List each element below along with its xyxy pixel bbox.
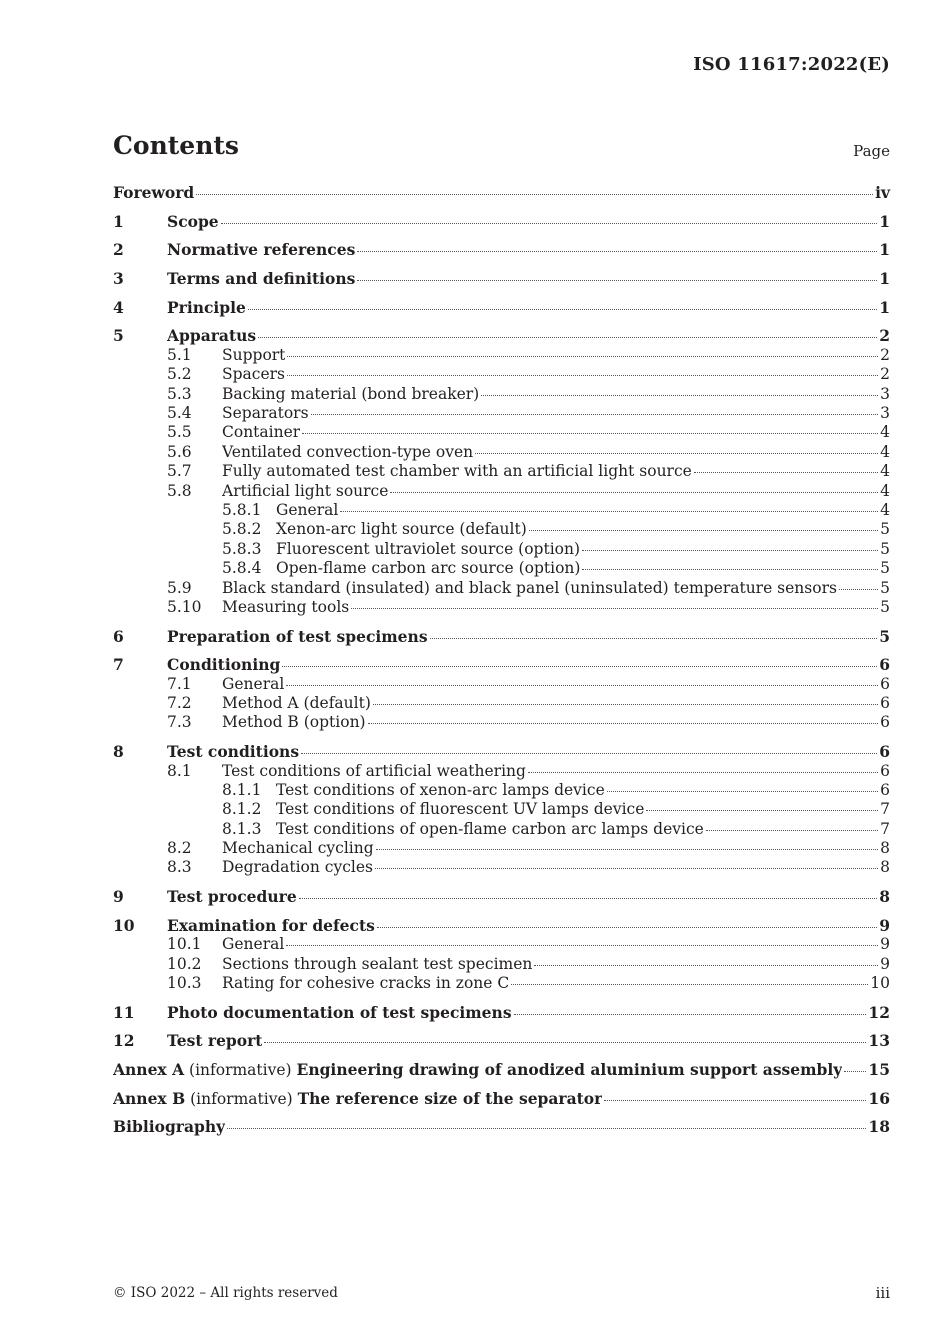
toc-entry[interactable] xyxy=(113,839,890,858)
toc-entry-title: Backing material (bond breaker) xyxy=(222,384,480,403)
toc-entry[interactable] xyxy=(113,501,890,520)
dot-leader xyxy=(301,753,877,754)
toc-entry[interactable] xyxy=(113,298,890,317)
dot-leader xyxy=(286,685,878,686)
toc-entry-title: Test conditions of fluorescent UV lamps device xyxy=(276,800,645,819)
toc-entry-page: 7 xyxy=(880,800,890,819)
toc-entry-title: Preparation of test specimens xyxy=(167,626,428,646)
toc-entry-title: Test conditions of open-flame carbon arc lamps device xyxy=(276,819,704,838)
toc-entry-page: 1 xyxy=(879,240,890,260)
dot-leader xyxy=(196,194,873,195)
toc-entry-page: 5 xyxy=(880,597,890,616)
toc-entry[interactable] xyxy=(113,887,890,906)
toc-entry-number: 5.10 xyxy=(167,597,202,616)
toc-entry-page: 5 xyxy=(880,520,890,539)
dot-leader xyxy=(430,638,878,639)
toc-entry-number: 7.3 xyxy=(167,713,192,732)
toc-entry-title: Xenon-arc light source (default) xyxy=(276,520,527,539)
toc-entry[interactable] xyxy=(113,627,890,646)
toc-entry[interactable] xyxy=(113,365,890,384)
dot-leader xyxy=(607,791,878,792)
toc-entry-title: Fully automated test chamber with an artificial light source xyxy=(222,462,692,481)
toc-entry-title: Method A (default) xyxy=(222,694,371,713)
toc-entry-number: 5 xyxy=(113,326,124,346)
dot-leader xyxy=(299,898,878,899)
toc-entry-page: 5 xyxy=(880,559,890,578)
toc-entry[interactable] xyxy=(113,1089,890,1108)
toc-entry-title: Bibliography xyxy=(113,1117,226,1137)
toc-entry[interactable] xyxy=(113,443,890,462)
toc-entry[interactable] xyxy=(113,762,890,781)
toc-entry-page: 4 xyxy=(880,423,890,442)
dot-leader xyxy=(264,1042,866,1043)
toc-entry-page: 8 xyxy=(879,887,890,907)
toc-entry-page: 6 xyxy=(880,694,890,713)
toc-entry-page: iv xyxy=(875,183,890,202)
annex-title: Engineering drawing of anodized aluminium support assembly xyxy=(296,1060,843,1080)
toc-entry-page: 4 xyxy=(880,442,890,461)
toc-entry-page: 2 xyxy=(879,326,890,346)
dot-leader xyxy=(340,511,878,512)
toc-entry-title: Open-flame carbon arc source (option) xyxy=(276,559,581,578)
toc-entry-number: 10.1 xyxy=(167,935,202,954)
toc-entry-title: Black standard (insulated) and black panel (uninsulated) temperature sensors xyxy=(222,578,837,597)
toc-entry-page: 5 xyxy=(879,626,890,646)
toc-entry[interactable] xyxy=(113,269,890,288)
toc-entry-page: 5 xyxy=(880,578,890,597)
toc-entry[interactable] xyxy=(113,713,890,732)
toc-entry[interactable] xyxy=(113,974,890,993)
dot-leader xyxy=(839,589,878,590)
toc-entry-number: 9 xyxy=(113,887,124,907)
toc-entry-title: Measuring tools xyxy=(222,597,350,616)
dot-leader xyxy=(311,414,879,415)
dot-leader xyxy=(227,1128,866,1129)
toc-entry-page: 5 xyxy=(880,539,890,558)
toc-entry-page: 1 xyxy=(879,211,890,231)
toc-entry-title: Test conditions of artificial weathering xyxy=(222,761,526,780)
dot-leader xyxy=(302,433,878,434)
toc-entry-page: 6 xyxy=(879,655,890,675)
toc-entry-title: Photo documentation of test specimens xyxy=(167,1002,512,1022)
dot-leader xyxy=(694,472,878,473)
page-number: iii xyxy=(875,1284,890,1302)
toc-entry[interactable] xyxy=(113,800,890,819)
toc-entry-title: Test conditions of xenon-arc lamps device xyxy=(276,780,605,799)
toc-entry-title: General xyxy=(222,674,285,693)
toc-entry-title: Mechanical cycling xyxy=(222,839,374,858)
dot-leader xyxy=(351,608,878,609)
toc-entry-page: 3 xyxy=(880,384,890,403)
annex-label: Annex B xyxy=(113,1088,186,1108)
toc-entry-number: 6 xyxy=(113,626,124,646)
toc-entry[interactable] xyxy=(113,694,890,713)
toc-entry-page: 8 xyxy=(880,839,890,858)
toc-entry-title: Test conditions xyxy=(167,742,300,762)
table-of-contents xyxy=(113,183,890,1137)
toc-entry-number: 3 xyxy=(113,269,124,289)
dot-leader xyxy=(287,356,878,357)
dot-leader xyxy=(375,868,878,869)
toc-entry-title: Test report xyxy=(167,1031,263,1051)
toc-entry-page: 8 xyxy=(880,858,890,877)
toc-entry-title: Examination for defects xyxy=(167,915,375,935)
toc-entry-title: General xyxy=(222,935,285,954)
page-title: Contents xyxy=(113,131,240,160)
toc-entry[interactable] xyxy=(113,820,890,839)
toc-entry-number: 7 xyxy=(113,655,124,675)
dot-leader xyxy=(282,666,877,667)
toc-entry[interactable] xyxy=(113,559,890,578)
toc-entry-title: Terms and definitions xyxy=(167,269,356,289)
toc-entry[interactable] xyxy=(113,742,890,761)
dot-leader xyxy=(481,395,878,396)
annex-type: (informative) xyxy=(185,1089,298,1108)
toc-entry-number: 5.5 xyxy=(167,423,192,442)
toc-entry-number: 5.9 xyxy=(167,578,192,597)
annex-title: The reference size of the separator xyxy=(297,1088,603,1108)
toc-entry-number: 5.8.3 xyxy=(222,539,262,558)
toc-entry[interactable] xyxy=(113,1117,890,1136)
dot-leader xyxy=(357,251,877,252)
toc-entry-number: 10.3 xyxy=(167,974,202,993)
toc-entry-page: 18 xyxy=(868,1117,890,1137)
toc-entry-number: 5.8.2 xyxy=(222,520,262,539)
toc-entry-page: 13 xyxy=(868,1031,890,1051)
toc-entry-number: 8.3 xyxy=(167,858,192,877)
toc-entry-title: Normative references xyxy=(167,240,356,260)
toc-entry-page: 4 xyxy=(880,481,890,500)
toc-entry-number: 10.2 xyxy=(167,954,202,973)
toc-entry[interactable] xyxy=(113,404,890,423)
toc-entry[interactable] xyxy=(113,385,890,404)
dot-leader xyxy=(844,1071,866,1072)
dot-leader xyxy=(258,337,877,338)
toc-entry[interactable] xyxy=(113,462,890,481)
toc-entry[interactable] xyxy=(113,1060,890,1079)
toc-entry-page: 6 xyxy=(880,761,890,780)
toc-entry-title: Degradation cycles xyxy=(222,858,373,877)
toc-entry-number: 2 xyxy=(113,240,124,260)
toc-entry-page: 7 xyxy=(880,819,890,838)
toc-entry-page: 16 xyxy=(868,1088,890,1108)
toc-entry-page: 2 xyxy=(880,345,890,364)
toc-entry-number: 5.8.4 xyxy=(222,559,262,578)
toc-entry-number: 5.4 xyxy=(167,404,192,422)
toc-entry-title: Test procedure xyxy=(167,887,297,907)
toc-entry-title: Rating for cohesive cracks in zone C xyxy=(222,974,510,993)
toc-entry-number: 8.1.1 xyxy=(222,780,262,799)
toc-entry-number: 5.8.1 xyxy=(222,500,262,519)
toc-entry-title: Principle xyxy=(167,297,246,317)
dot-leader xyxy=(706,830,878,831)
toc-entry-page: 4 xyxy=(880,462,890,481)
document-id: ISO 11617:2022(E) xyxy=(693,54,890,75)
toc-entry-number: 5.3 xyxy=(167,384,192,403)
dot-leader xyxy=(390,492,878,493)
toc-entry-title: General xyxy=(276,500,339,519)
dot-leader xyxy=(582,569,878,570)
dot-leader xyxy=(376,849,878,850)
toc-entry-number: 5.2 xyxy=(167,365,192,384)
toc-entry[interactable] xyxy=(113,955,890,974)
dot-leader xyxy=(368,723,879,724)
toc-entry-number: 12 xyxy=(113,1031,135,1051)
toc-entry[interactable] xyxy=(113,240,890,259)
toc-entry[interactable] xyxy=(113,540,890,559)
toc-entry-number: 8.2 xyxy=(167,839,192,858)
dot-leader xyxy=(373,704,878,705)
toc-entry-number: 8.1.2 xyxy=(222,800,262,819)
toc-entry-page: 12 xyxy=(868,1002,890,1022)
toc-entry-page: 4 xyxy=(880,500,890,519)
toc-entry-number: 5.6 xyxy=(167,442,192,461)
toc-entry-title: Separators xyxy=(222,404,309,422)
toc-entry-number: 7.2 xyxy=(167,694,192,713)
toc-entry-page: 9 xyxy=(880,935,890,954)
toc-entry[interactable] xyxy=(113,346,890,365)
toc-entry-number: 7.1 xyxy=(167,674,192,693)
annex-label: Annex A xyxy=(113,1060,185,1080)
annex-type: (informative) xyxy=(184,1061,297,1080)
toc-entry[interactable] xyxy=(113,482,890,501)
toc-entry-number: 11 xyxy=(113,1002,135,1022)
toc-entry-title xyxy=(113,1060,842,1080)
dot-leader xyxy=(604,1100,866,1101)
toc-entry[interactable] xyxy=(113,598,890,617)
toc-entry-title: Sections through sealant test specimen xyxy=(222,954,533,973)
toc-entry[interactable] xyxy=(113,1003,890,1022)
toc-entry-title xyxy=(113,1089,602,1109)
toc-entry-page: 1 xyxy=(879,297,890,317)
toc-entry-number: 1 xyxy=(113,211,124,231)
dot-leader xyxy=(357,280,877,281)
toc-entry[interactable] xyxy=(113,655,890,674)
toc-entry-title: Fluorescent ultraviolet source (option) xyxy=(276,539,581,558)
toc-entry[interactable] xyxy=(113,858,890,877)
toc-entry-number: 5.8 xyxy=(167,481,192,500)
toc-entry[interactable] xyxy=(113,183,890,202)
toc-entry-title: Ventilated convection-type oven xyxy=(222,442,474,461)
page-column-label: Page xyxy=(853,142,890,160)
toc-entry-title: Method B (option) xyxy=(222,713,366,732)
dot-leader xyxy=(646,810,878,811)
toc-entry-number: 5.7 xyxy=(167,462,192,481)
toc-entry[interactable] xyxy=(113,675,890,694)
dot-leader xyxy=(248,309,877,310)
toc-entry-title: Spacers xyxy=(222,365,285,384)
dot-leader xyxy=(377,927,877,928)
toc-entry-page: 6 xyxy=(880,674,890,693)
toc-entry-page: 9 xyxy=(880,954,890,973)
dot-leader xyxy=(475,453,878,454)
toc-entry-number: 8.1.3 xyxy=(222,819,262,838)
toc-entry-number: 8.1 xyxy=(167,761,192,780)
toc-entry[interactable] xyxy=(113,212,890,231)
toc-entry-page: 2 xyxy=(880,365,890,384)
toc-entry-number: 10 xyxy=(113,915,135,935)
toc-entry[interactable] xyxy=(113,423,890,442)
dot-leader xyxy=(287,375,878,376)
toc-entry[interactable] xyxy=(113,916,890,935)
dot-leader xyxy=(221,223,878,224)
toc-entry-number: 4 xyxy=(113,297,124,317)
toc-entry[interactable] xyxy=(113,520,890,539)
dot-leader xyxy=(534,965,878,966)
toc-entry-number: 5.1 xyxy=(167,345,192,364)
toc-entry-page: 6 xyxy=(880,713,890,732)
toc-entry-title: Apparatus xyxy=(167,326,257,346)
toc-entry[interactable] xyxy=(113,935,890,954)
toc-entry-page: 6 xyxy=(879,742,890,762)
toc-entry-title: Conditioning xyxy=(167,655,281,675)
toc-entry-title: Support xyxy=(222,345,286,364)
toc-entry-page: 9 xyxy=(879,915,890,935)
dot-leader xyxy=(286,945,878,946)
toc-entry[interactable] xyxy=(113,579,890,598)
toc-entry-page: 1 xyxy=(879,269,890,289)
copyright-notice: © ISO 2022 – All rights reserved xyxy=(113,1285,338,1301)
dot-leader xyxy=(528,772,878,773)
toc-entry[interactable] xyxy=(113,1031,890,1050)
toc-entry-page: 10 xyxy=(870,974,890,993)
toc-entry-title: Artificial light source xyxy=(222,481,389,500)
toc-entry-title: Scope xyxy=(167,211,219,231)
toc-entry-title: Foreword xyxy=(113,183,195,202)
dot-leader xyxy=(511,984,868,985)
dot-leader xyxy=(514,1014,867,1015)
dot-leader xyxy=(529,530,878,531)
toc-entry-page: 15 xyxy=(868,1060,890,1080)
toc-entry-number: 8 xyxy=(113,742,124,762)
toc-entry-page: 6 xyxy=(880,780,890,799)
dot-leader xyxy=(582,550,878,551)
toc-entry-page: 3 xyxy=(880,404,890,422)
toc-entry[interactable] xyxy=(113,326,890,345)
toc-entry[interactable] xyxy=(113,781,890,800)
toc-entry-title: Container xyxy=(222,423,301,442)
